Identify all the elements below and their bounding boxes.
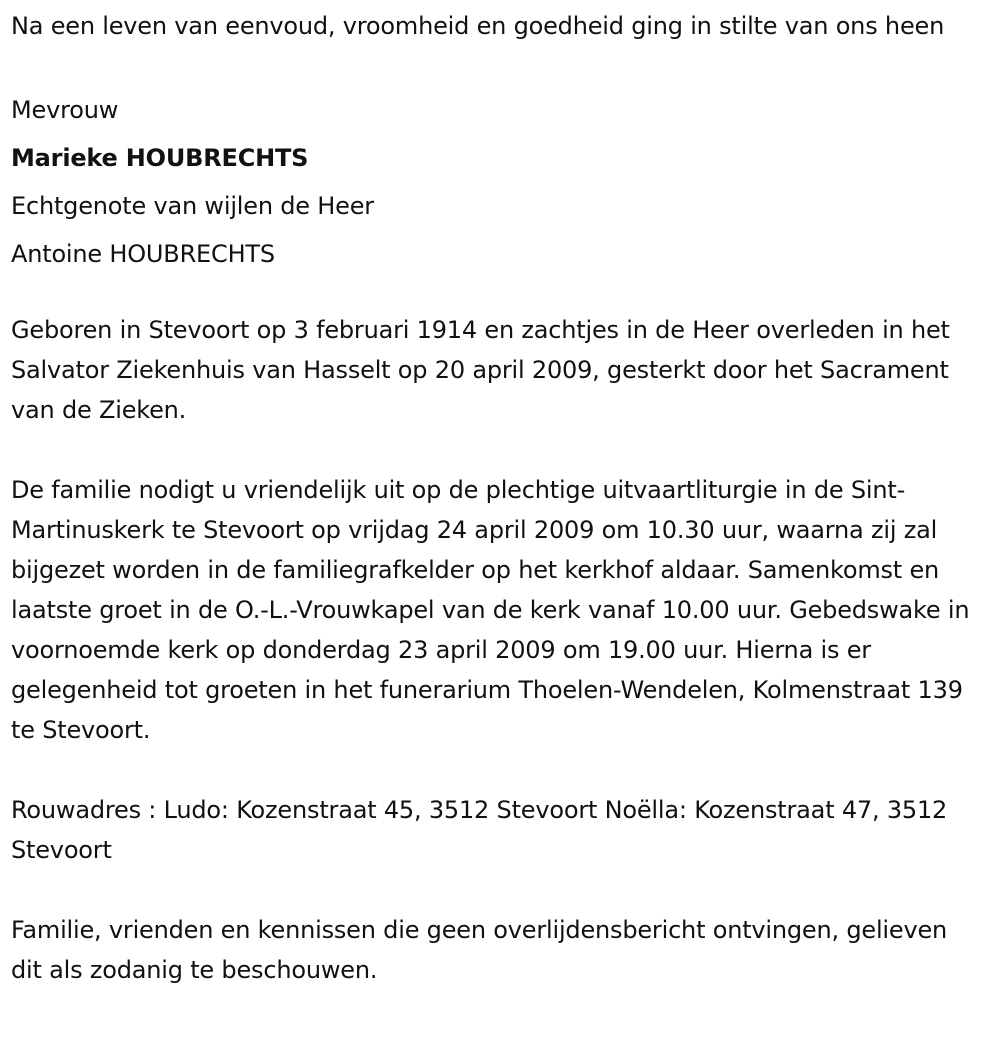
spouse-name: Antoine HOUBRECHTS [11, 240, 275, 268]
relation-text: Echtgenote van wijlen de Heer [11, 192, 374, 220]
spacer [11, 750, 982, 790]
intro-text: Na een leven van eenvoud, vroomheid en goedheid ging in stilte van ons heen [11, 12, 945, 40]
funeral-text: De familie nodigt u vriendelijk uit op de plechtige uitvaartliturgie in de Sint-Martinuskerk te Stevoort op vrijdag 24 april 2009 om 10.30 uur, waarna zij zal bijgezet worden in de familiegrafkelder op het kerkhof aldaar. Samenkomst en laatste groet in de O.-L.-Vrouwkapel van de kerk vanaf 10.00 uur. Gebedswake in voornoemde kerk op donderdag 23 april 2009 om 19.00 uur. Hierna is er gelegenheid tot groeten in het funerarium Thoelen-Wendelen, Kolmenstraat 139 te Stevoort. [11, 476, 970, 744]
deceased-name: Marieke HOUBRECHTS [11, 144, 309, 172]
spacer [11, 430, 982, 470]
spacer [11, 278, 982, 310]
address-text: Rouwadres : Ludo: Kozenstraat 45, 3512 Stevoort Noëlla: Kozenstraat 47, 3512 Stevoort [11, 796, 948, 864]
birth-death-text: Geboren in Stevoort op 3 februari 1914 en zachtjes in de Heer overleden in het Salvator Ziekenhuis van Hasselt op 20 april 2009, gesterkt door het Sacrament van de Zieken. [11, 316, 950, 424]
spacer [11, 870, 982, 910]
honorific: Mevrouw [11, 96, 119, 124]
closing-text: Familie, vrienden en kennissen die geen overlijdensbericht ontvingen, gelieven dit als zodanig te beschouwen. [11, 916, 948, 984]
deceased-block [11, 86, 982, 278]
spacer [11, 46, 982, 86]
